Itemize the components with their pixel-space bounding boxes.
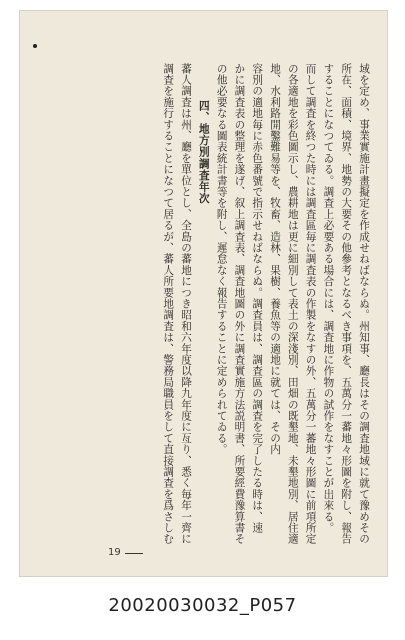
text-line: の他必要なる圖表統計書等を附し、遲怠なく報告することに定められてゐる。 [215, 63, 228, 455]
document-page [19, 10, 388, 577]
text-line: することになつてゐる。調査上必要ある場合には、調査地に作物の試作をなすことが出來る。 [322, 63, 335, 534]
page-number-rule [125, 553, 143, 554]
page-number: 19 [108, 547, 121, 558]
scan-caption: 20020030032_P057 [108, 595, 297, 616]
text-line: 所在、面積、境界、地勢の大要その他參考となるべき事項を、五萬分一蕃地々形圖を附し、報告 [340, 63, 353, 545]
text-line: かに調査表の整理を遂げ、叙上調査表、調査地圖の外に調査實施方法説明書、所要經費豫算書そ [233, 63, 246, 545]
ink-dot [33, 44, 37, 48]
body-text [102, 63, 372, 545]
text-line: 容別の適地毎に赤色番號で指示せねばならぬ。調査員は、調査區の調査を完了したる時は、速 [251, 63, 264, 534]
section-heading: 四、地方別調査年次 [197, 100, 210, 205]
text-line: 蕃人調査は州、廳を單位とし、全島の蕃地につき昭和六年度以降九年度に亙り、悉く毎年一齊に [180, 63, 193, 545]
text-line: の各適地を彩色圖示し、農耕地は更に細別して表土の深淺別、田畑の既墾地、未墾地別、居住適 [286, 63, 299, 545]
text-line: 域を定め、事業實施計畫擬定を作成せねばならぬ。州知事、廳長はその調査地域に就て豫めその [358, 63, 370, 545]
text-line: 地、水利路開鑿難易等を、牧畜、造林、果樹、養魚等の適地に就ては、その内 [269, 63, 282, 455]
text-line: 而して調査を終つた時には調査區毎に調査表の作製をなすの外、五萬分一蕃地々形圖に前項所定 [304, 63, 317, 545]
text-line: 調査を施行することになつて居るが、蕃人所要地調査は、警務局職員をして直接調査を爲さしむ [162, 63, 175, 545]
